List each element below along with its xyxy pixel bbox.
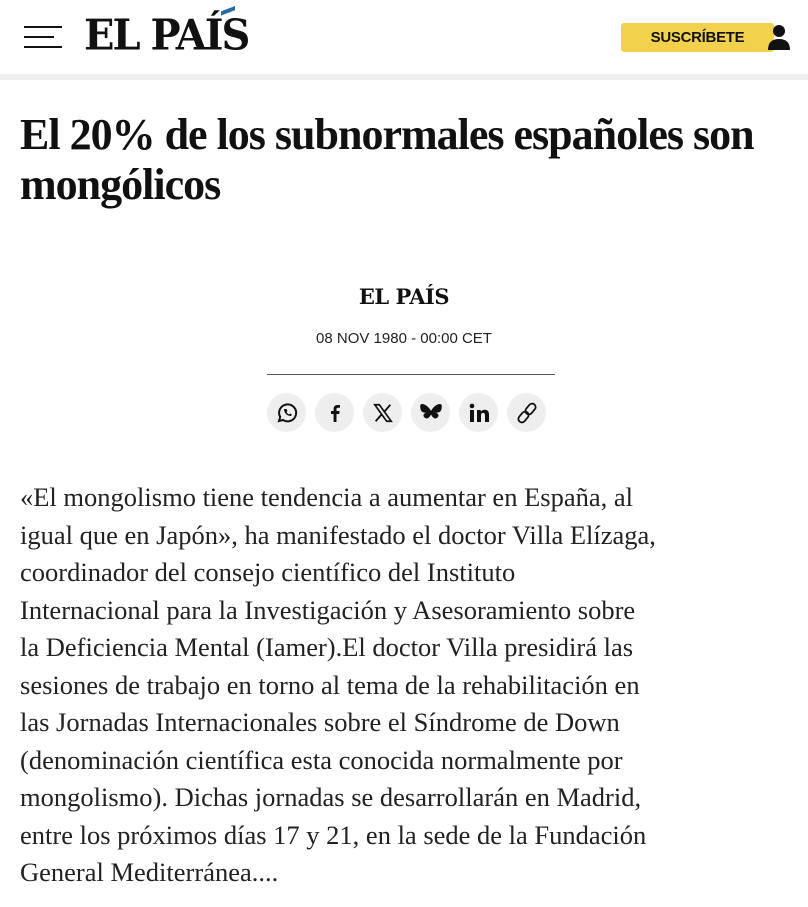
whatsapp-icon[interactable] bbox=[267, 393, 306, 432]
article-body bbox=[20, 479, 808, 892]
linkedin-icon[interactable] bbox=[459, 393, 498, 432]
body-line: coordinador del consejo científico del Instituto bbox=[20, 557, 516, 587]
article-date: 08 NOV 1980 - 00:00 CET bbox=[316, 330, 492, 347]
body-line: mongolismo). Dichas jornadas se desarrollarán en Madrid, bbox=[20, 782, 642, 812]
site-logo[interactable]: EL PAÍS bbox=[84, 11, 248, 60]
body-line: entre los próximos días 17 y 21, en la sede de la Fundación bbox=[20, 819, 647, 850]
article-title: El 20% de los subnormales españoles son mongólicos bbox=[20, 110, 754, 209]
menu-icon[interactable] bbox=[24, 26, 62, 48]
body-line: la Deficiencia Mental (Iamer).El doctor Villa presidirá las bbox=[20, 632, 634, 662]
body-line: las Jornadas Internacionales sobre el Síndrome de Down bbox=[20, 707, 620, 737]
body-line: (denominación científica esta conocida normalmente por bbox=[20, 744, 623, 775]
body-line: igual que en Japón», ha manifestado el doctor Villa Elízaga, bbox=[20, 519, 656, 550]
article-author[interactable]: EL PAÍS bbox=[358, 284, 450, 309]
body-line: General Mediterránea.... bbox=[20, 857, 279, 887]
facebook-icon[interactable] bbox=[315, 393, 354, 432]
copy-link-icon[interactable] bbox=[507, 393, 546, 432]
body-line: «El mongolismo tiene tendencia a aumentar en España, al bbox=[20, 482, 633, 512]
bluesky-icon[interactable] bbox=[411, 393, 450, 432]
site-header bbox=[0, 0, 808, 80]
share-bar bbox=[267, 393, 546, 432]
subscribe-button[interactable]: SUSCRÍBETE bbox=[621, 23, 774, 52]
user-icon[interactable] bbox=[766, 24, 792, 50]
divider bbox=[267, 374, 555, 375]
body-line: Internacional para la Investigación y Asesoramiento sobre bbox=[20, 594, 636, 625]
x-icon[interactable] bbox=[363, 393, 402, 432]
body-line: sesiones de trabajo en torno al tema de la rehabilitación en bbox=[20, 669, 640, 700]
